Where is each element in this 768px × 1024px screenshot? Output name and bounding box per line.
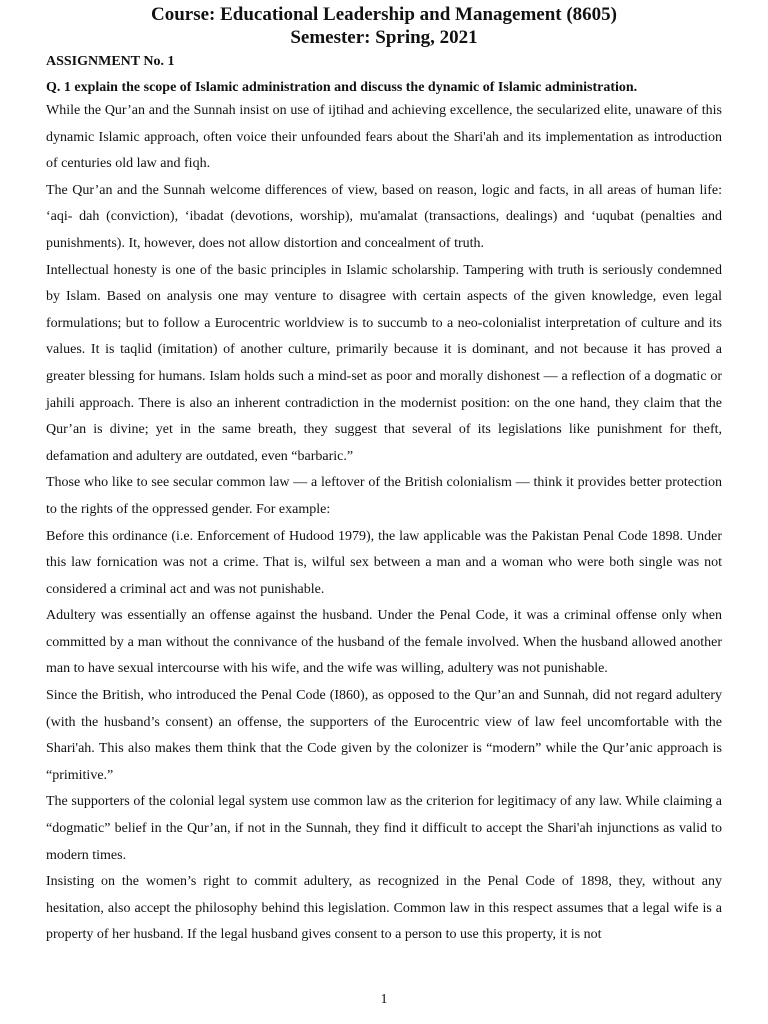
paragraph: While the Qur’an and the Sunnah insist on use of ijtihad and achieving excellence, the secularized elite, unaware of this dynamic Islamic approach, often voice their unfounded fears about the Shari'ah and its implementation as introduction of centuries old law and fiqh. xyxy=(46,103,722,172)
course-title: Course: Educational Leadership and Management (8605) xyxy=(150,4,618,25)
paragraph: Intellectual honesty is one of the basic principles in Islamic scholarship. Tampering with truth is seriously condemned by Islam. Based on analysis one may venture to disagree with certain aspects of the given knowledge, even legal formulations; but to follow a Eurocentric worldview is to succumb to a neo-colonialist interpretation of culture and its values. It is taqlid (imitation) of another culture, primarily because it is dominant, and not because it has proved a greater blessing for humans. Islam holds such a mind-set as poor and morally dishonest — a reflection of a dogmatic or jahili approach. There is also an inherent contradiction in the modernist position: on the one hand, they claim that the Qur’an is divine; yet in the same breath, they suggest that several of its legislations like punishment for theft, defamation and adultery are outdated, even “barbaric.” xyxy=(46,262,722,464)
assignment-label: ASSIGNMENT No. 1 xyxy=(46,54,175,69)
paragraph: Those who like to see secular common law — a leftover of the British colonialism — think it provides better protection to the rights of the oppressed gender. For example: xyxy=(46,475,722,517)
paragraph: Since the British, who introduced the Penal Code (I860), as opposed to the Qur’an and Sunnah, did not regard adultery (with the husband’s consent) an offense, the supporters of the Eurocentric view of law feel uncomfortable with the Shari'ah. This also makes them think that the Code given by the colonizer is “modern” while the Qur’anic approach is “primitive.” xyxy=(46,688,722,783)
question-heading: Q. 1 explain the scope of Islamic administration and discuss the dynamic of Islamic administration. xyxy=(46,80,638,95)
paragraph: The supporters of the colonial legal system use common law as the criterion for legitimacy of any law. While claiming a “dogmatic” belief in the Qur’an, if not in the Sunnah, they find it difficult to accept the Shari'ah injunctions as valid to modern times. xyxy=(46,794,722,863)
paragraph: Insisting on the women’s right to commit adultery, as recognized in the Penal Code of 1898, they, without any hesitation, also accept the philosophy behind this legislation. Common law in this respect assumes that a legal wife is a property of her husband. If the legal husband gives consent to a person to use this property, it is not xyxy=(46,874,722,943)
body-text xyxy=(46,98,722,949)
paragraph: Before this ordinance (i.e. Enforcement of Hudood 1979), the law applicable was the Pakistan Penal Code 1898. Under this law fornication was not a crime. That is, wilful sex between a man and a woman who were both single was not considered a criminal act and was not punishable. xyxy=(46,528,722,597)
paragraph: The Qur’an and the Sunnah welcome differences of view, based on reason, logic and facts, in all areas of human life: ‘aqi- dah (conviction), ‘ibadat (devotions, worship), mu'amalat (transactions, dealings) and ‘uqubat (penalties and punishments). It, however, does not allow distortion and concealment of truth. xyxy=(46,182,722,251)
paragraph: Adultery was essentially an offense against the husband. Under the Penal Code, it was a criminal offense only when committed by a man without the connivance of the husband of the female involved. When the husband allowed another man to have sexual intercourse with his wife, and the wife was willing, adultery was not punishable. xyxy=(46,608,722,677)
semester-heading: Semester: Spring, 2021 xyxy=(290,27,478,48)
page-number: 1 xyxy=(380,992,388,1007)
